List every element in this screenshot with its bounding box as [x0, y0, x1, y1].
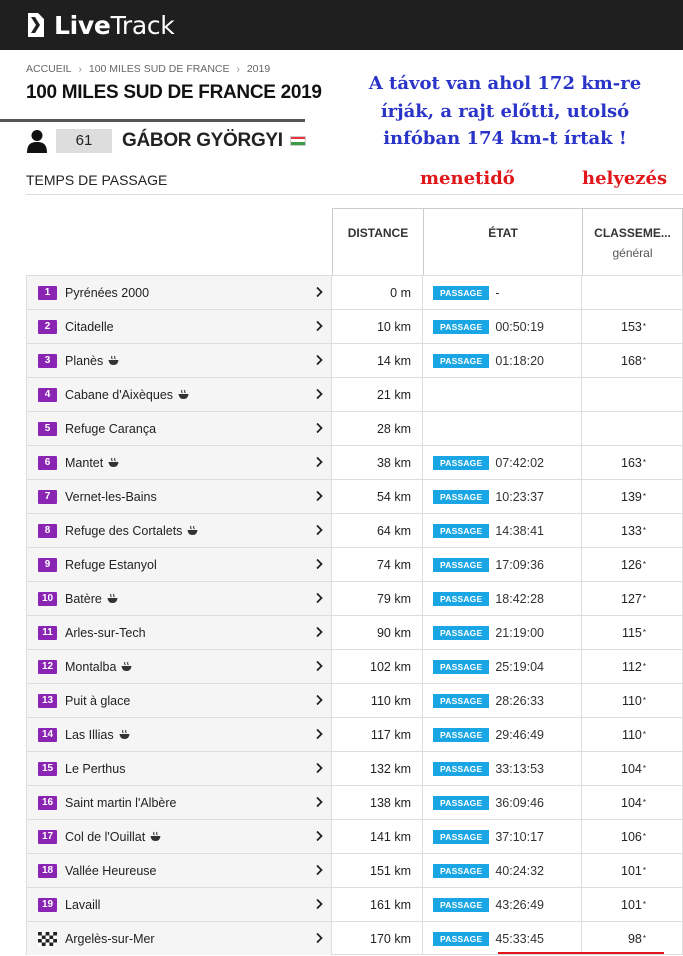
distance-cell — [332, 310, 423, 343]
refreshment-bowl-icon — [150, 831, 161, 842]
passage-badge: PASSAGE — [433, 796, 489, 810]
chevron-right-icon[interactable] — [315, 864, 323, 876]
checkpoint-name: Saint martin l'Albère — [65, 795, 177, 810]
checkpoint-name: Refuge des Cortalets — [65, 523, 183, 538]
etat-cell — [423, 888, 582, 921]
rank-suffix: * — [642, 934, 646, 943]
checkpoint-name: Montalba — [65, 659, 117, 674]
breadcrumb-year: 2019 — [246, 63, 271, 75]
etat-cell — [423, 684, 582, 717]
split-time: 17:09:36 — [495, 557, 545, 572]
checkpoint-cell[interactable] — [26, 718, 332, 751]
checkpoint-number: 10 — [38, 592, 57, 606]
checkpoint-number: 7 — [38, 490, 57, 504]
classement-cell — [582, 310, 683, 343]
checkpoint-name: Lavaill — [65, 897, 101, 912]
rank-suffix: * — [642, 492, 646, 501]
checkpoint-cell[interactable] — [26, 412, 332, 445]
checkpoint-name: Arles-sur-Tech — [65, 625, 146, 640]
breadcrumb-event[interactable]: 100 MILES SUD DE FRANCE — [88, 63, 230, 75]
rank-value: 133 — [621, 523, 642, 538]
split-time: - — [495, 285, 500, 300]
table-row[interactable] — [26, 853, 683, 887]
refreshment-bowl-icon — [178, 389, 189, 400]
split-time: 00:50:19 — [495, 319, 545, 334]
checkpoint-number: 17 — [38, 830, 57, 844]
rank-suffix: * — [642, 730, 646, 739]
split-time: 10:23:37 — [495, 489, 545, 504]
distance-cell — [332, 854, 423, 887]
distance-value: 28 km — [376, 421, 411, 436]
runner-header — [26, 128, 306, 153]
distance-cell — [332, 922, 423, 955]
distance-value: 161 km — [370, 897, 411, 912]
checkpoint-number: 5 — [38, 422, 57, 436]
table-row[interactable] — [26, 615, 683, 649]
distance-cell — [332, 752, 423, 785]
distance-cell — [332, 548, 423, 581]
distance-value: 74 km — [376, 557, 411, 572]
distance-cell — [332, 378, 423, 411]
classement-cell — [582, 616, 683, 649]
distance-cell — [332, 650, 423, 683]
title-divider — [0, 119, 305, 122]
bib-number: 61 — [56, 129, 112, 153]
checkpoint-cell[interactable] — [26, 922, 332, 955]
etat-cell — [423, 786, 582, 819]
table-row[interactable] — [26, 309, 683, 343]
logo-text: LiveTrack — [54, 10, 175, 40]
chevron-right-icon[interactable] — [315, 830, 323, 842]
passage-badge: PASSAGE — [433, 830, 489, 844]
checkpoint-number: 18 — [38, 864, 57, 878]
annotation-helyezes: helyezés — [582, 168, 668, 189]
table-body — [26, 275, 683, 955]
chevron-right-icon[interactable] — [315, 762, 323, 774]
rank-suffix: * — [642, 560, 646, 569]
rank-value: 98 — [627, 931, 642, 946]
checkpoint-number: 4 — [38, 388, 57, 402]
passage-badge: PASSAGE — [433, 524, 489, 538]
checkpoint-name: Las Illias — [65, 727, 114, 742]
chevron-right-icon[interactable] — [315, 388, 323, 400]
split-time: 37:10:17 — [495, 829, 545, 844]
passage-badge: PASSAGE — [433, 558, 489, 572]
checkpoint-number: 8 — [38, 524, 57, 538]
distance-value: 138 km — [370, 795, 411, 810]
checkpoint-name: Vallée Heureuse — [65, 863, 157, 878]
table-row[interactable] — [26, 819, 683, 853]
etat-cell — [423, 718, 582, 751]
checkpoint-number: 19 — [38, 898, 57, 912]
annotation-note-line: A távot van ahol 172 km-re — [368, 73, 642, 94]
checkpoint-cell[interactable] — [26, 310, 332, 343]
table-row[interactable] — [26, 513, 683, 547]
rank-value: 110 — [621, 727, 642, 742]
rank-value: 127 — [621, 591, 642, 606]
distance-cell — [332, 412, 423, 445]
distance-value: 117 km — [370, 727, 411, 742]
annotation-note-line: infóban 174 km-t írtak ! — [383, 128, 627, 149]
distance-cell — [332, 344, 423, 377]
column-header-distance[interactable] — [332, 208, 423, 275]
classement-cell — [582, 752, 683, 785]
classement-cell — [582, 922, 683, 955]
etat-cell — [423, 752, 582, 785]
column-header-classement[interactable] — [582, 208, 683, 275]
rank-value: 126 — [621, 557, 642, 572]
rank-suffix: * — [642, 526, 646, 535]
passage-badge: PASSAGE — [433, 626, 489, 640]
table-row[interactable] — [26, 683, 683, 717]
split-time: 25:19:04 — [495, 659, 545, 674]
column-header-etat[interactable] — [423, 208, 582, 275]
checkpoint-name: Mantet — [65, 455, 104, 470]
distance-value: 10 km — [376, 319, 411, 334]
etat-cell — [423, 616, 582, 649]
passage-badge: PASSAGE — [433, 694, 489, 708]
rank-value: 110 — [621, 693, 642, 708]
split-time: 33:13:53 — [495, 761, 545, 776]
etat-cell — [423, 412, 582, 445]
split-time: 29:46:49 — [495, 727, 545, 742]
passage-badge: PASSAGE — [433, 762, 489, 776]
distance-value: 38 km — [376, 455, 411, 470]
checkpoint-name: Citadelle — [65, 319, 114, 334]
rank-suffix: * — [642, 628, 646, 637]
checkpoint-name: Vernet-les-Bains — [65, 489, 157, 504]
logo[interactable] — [26, 10, 174, 40]
classement-cell — [582, 480, 683, 513]
checkpoint-number: 1 — [38, 286, 57, 300]
etat-cell — [423, 854, 582, 887]
etat-cell — [423, 582, 582, 615]
checkpoint-number: 13 — [38, 694, 57, 708]
checkpoint-number: 2 — [38, 320, 57, 334]
checkpoint-name: Refuge Carança — [65, 421, 157, 436]
checkpoint-cell[interactable] — [26, 514, 332, 547]
etat-cell — [423, 446, 582, 479]
distance-cell — [332, 888, 423, 921]
table-row[interactable] — [26, 717, 683, 751]
distance-value: 151 km — [370, 863, 411, 878]
distance-cell — [332, 582, 423, 615]
rank-value: 101 — [621, 897, 642, 912]
etat-cell — [423, 310, 582, 343]
rank-suffix: * — [642, 764, 646, 773]
breadcrumb-home[interactable]: ACCUEIL — [26, 63, 72, 75]
table-row[interactable] — [26, 411, 683, 445]
table-row[interactable] — [26, 275, 683, 309]
chevron-right-icon[interactable] — [315, 728, 323, 740]
checkpoint-name: Le Perthus — [65, 761, 126, 776]
classement-cell — [582, 684, 683, 717]
chevron-right-icon[interactable] — [315, 490, 323, 502]
etat-cell — [423, 650, 582, 683]
chevron-right-icon[interactable] — [315, 422, 323, 434]
checkpoint-number: 3 — [38, 354, 57, 368]
classement-cell — [582, 786, 683, 819]
etat-cell — [423, 820, 582, 853]
refreshment-bowl-icon — [108, 457, 119, 468]
rank-suffix: * — [642, 866, 646, 875]
classement-cell — [582, 718, 683, 751]
table-row[interactable] — [26, 479, 683, 513]
rank-suffix: * — [642, 458, 646, 467]
etat-cell — [423, 514, 582, 547]
checkpoint-cell[interactable] — [26, 786, 332, 819]
column-header-classement-label: CLASSEME... — [594, 226, 671, 240]
distance-value: 90 km — [376, 625, 411, 640]
refreshment-bowl-icon — [108, 355, 119, 366]
classement-cell — [582, 276, 683, 309]
annotation-note — [330, 70, 680, 153]
passage-badge: PASSAGE — [433, 864, 489, 878]
checkpoint-cell[interactable] — [26, 752, 332, 785]
chevron-right-icon[interactable] — [315, 694, 323, 706]
chevron-right-icon[interactable] — [315, 660, 323, 672]
hungary-flag-icon — [290, 136, 306, 146]
classement-cell — [582, 582, 683, 615]
split-time: 21:19:00 — [495, 625, 545, 640]
annotation-underline — [498, 952, 664, 954]
rank-value: 139 — [621, 489, 642, 504]
rank-suffix: * — [642, 322, 646, 331]
checkpoint-cell[interactable] — [26, 480, 332, 513]
checkpoint-name: Argelès-sur-Mer — [65, 931, 155, 946]
distance-value: 14 km — [376, 353, 411, 368]
distance-cell — [332, 820, 423, 853]
checkpoint-cell[interactable] — [26, 582, 332, 615]
distance-value: 170 km — [370, 931, 411, 946]
distance-value: 102 km — [370, 659, 411, 674]
passage-badge: PASSAGE — [433, 728, 489, 742]
distance-cell — [332, 446, 423, 479]
section-divider — [26, 194, 683, 195]
classement-cell — [582, 548, 683, 581]
rank-suffix: * — [642, 900, 646, 909]
rank-value: 168 — [621, 353, 642, 368]
checkpoint-cell[interactable] — [26, 344, 332, 377]
distance-cell — [332, 276, 423, 309]
passage-badge: PASSAGE — [433, 932, 489, 946]
runner-name: GÁBOR GYÖRGYI — [122, 129, 283, 151]
passage-badge: PASSAGE — [433, 354, 489, 368]
distance-value: 132 km — [370, 761, 411, 776]
checkered-flag-icon — [38, 932, 57, 946]
table-row[interactable] — [26, 581, 683, 615]
checkpoint-name: Batère — [65, 591, 102, 606]
split-time: 28:26:33 — [495, 693, 545, 708]
rank-suffix: * — [642, 594, 646, 603]
table-row[interactable] — [26, 547, 683, 581]
checkpoint-name: Puit à glace — [65, 693, 131, 708]
etat-cell — [423, 548, 582, 581]
table-header — [26, 208, 683, 275]
table-row[interactable] — [26, 377, 683, 411]
rank-suffix: * — [642, 662, 646, 671]
split-time: 43:26:49 — [495, 897, 545, 912]
top-bar — [0, 0, 683, 50]
chevron-right-icon[interactable] — [315, 558, 323, 570]
etat-cell — [423, 922, 582, 955]
passage-badge: PASSAGE — [433, 320, 489, 334]
table-row[interactable] — [26, 785, 683, 819]
chevron-right-icon[interactable] — [315, 286, 323, 298]
rank-suffix: * — [642, 798, 646, 807]
refreshment-bowl-icon — [107, 593, 118, 604]
checkpoint-number: 16 — [38, 796, 57, 810]
passage-badge: PASSAGE — [433, 898, 489, 912]
classement-cell — [582, 412, 683, 445]
classement-cell — [582, 344, 683, 377]
rank-value: 106 — [621, 829, 642, 844]
chevron-right-icon[interactable] — [315, 524, 323, 536]
passage-badge: PASSAGE — [433, 490, 489, 504]
distance-cell — [332, 616, 423, 649]
split-time: 18:42:28 — [495, 591, 545, 606]
checkpoint-number: 14 — [38, 728, 57, 742]
breadcrumb-separator-icon: › — [236, 63, 240, 75]
rank-value: 153 — [621, 319, 642, 334]
split-time: 07:42:02 — [495, 455, 545, 470]
classement-cell — [582, 378, 683, 411]
distance-cell — [332, 684, 423, 717]
rank-suffix: * — [642, 696, 646, 705]
chevron-right-icon[interactable] — [315, 898, 323, 910]
distance-value: 110 km — [370, 693, 411, 708]
person-icon — [26, 129, 48, 153]
breadcrumb-separator-icon: › — [78, 63, 82, 75]
chevron-right-icon[interactable] — [315, 354, 323, 366]
passage-badge: PASSAGE — [433, 286, 489, 300]
chevron-right-icon[interactable] — [315, 626, 323, 638]
checkpoint-number: 9 — [38, 558, 57, 572]
rank-value: 104 — [621, 795, 642, 810]
distance-value: 21 km — [376, 387, 411, 402]
table-row[interactable] — [26, 343, 683, 377]
checkpoint-cell[interactable] — [26, 650, 332, 683]
distance-value: 79 km — [376, 591, 411, 606]
split-time: 40:24:32 — [495, 863, 545, 878]
checkpoint-cell[interactable] — [26, 616, 332, 649]
classement-cell — [582, 650, 683, 683]
passage-badge: PASSAGE — [433, 592, 489, 606]
checkpoint-name: Cabane d'Aixèques — [65, 387, 174, 402]
checkpoint-name: Col de l'Ouillat — [65, 829, 146, 844]
rank-value: 101 — [621, 863, 642, 878]
livetrack-logo-icon — [26, 11, 46, 39]
refreshment-bowl-icon — [119, 729, 130, 740]
table-row[interactable] — [26, 921, 683, 955]
table-row[interactable] — [26, 649, 683, 683]
distance-cell — [332, 514, 423, 547]
page-title: 100 MILES SUD DE FRANCE 2019 — [26, 82, 322, 103]
annotation-menetido: menetidő — [420, 168, 515, 189]
distance-value: 0 m — [390, 285, 411, 300]
distance-cell — [332, 786, 423, 819]
classement-cell — [582, 888, 683, 921]
rank-value: 112 — [621, 659, 642, 674]
checkpoint-cell[interactable] — [26, 888, 332, 921]
passage-badge: PASSAGE — [433, 456, 489, 470]
split-time: 36:09:46 — [495, 795, 545, 810]
checkpoint-name: Pyrénées 2000 — [65, 285, 150, 300]
table-row[interactable] — [26, 887, 683, 921]
passage-badge: PASSAGE — [433, 660, 489, 674]
chevron-right-icon[interactable] — [315, 592, 323, 604]
checkpoint-name: Planès — [65, 353, 104, 368]
distance-cell — [332, 480, 423, 513]
distance-value: 54 km — [376, 489, 411, 504]
section-title: TEMPS DE PASSAGE — [26, 172, 168, 188]
distance-value: 141 km — [370, 829, 411, 844]
table-row[interactable] — [26, 751, 683, 785]
rank-value: 163 — [621, 455, 642, 470]
rank-value: 115 — [621, 625, 642, 640]
chevron-right-icon[interactable] — [315, 320, 323, 332]
checkpoint-cell[interactable] — [26, 684, 332, 717]
etat-cell — [423, 480, 582, 513]
checkpoint-cell[interactable] — [26, 854, 332, 887]
column-header-etat-label: ÉTAT — [488, 226, 518, 240]
distance-value: 64 km — [376, 523, 411, 538]
checkpoint-number: 11 — [38, 626, 57, 640]
annotation-note-line: írják, a rajt előtti, utolsó — [380, 100, 630, 122]
split-time: 14:38:41 — [495, 523, 545, 538]
chevron-right-icon[interactable] — [315, 796, 323, 808]
rank-value: 104 — [621, 761, 642, 776]
checkpoint-number: 15 — [38, 762, 57, 776]
classement-cell — [582, 820, 683, 853]
checkpoint-number: 12 — [38, 660, 57, 674]
refreshment-bowl-icon — [187, 525, 198, 536]
checkpoint-number: 6 — [38, 456, 57, 470]
checkpoint-cell[interactable] — [26, 378, 332, 411]
classement-cell — [582, 514, 683, 547]
chevron-right-icon[interactable] — [315, 456, 323, 468]
column-header-distance-label: DISTANCE — [347, 226, 409, 240]
splits-table — [26, 208, 683, 955]
classement-cell — [582, 854, 683, 887]
table-row[interactable] — [26, 445, 683, 479]
distance-cell — [332, 718, 423, 751]
breadcrumb — [26, 63, 270, 75]
checkpoint-cell[interactable] — [26, 820, 332, 853]
etat-cell — [423, 276, 582, 309]
rank-suffix: * — [642, 832, 646, 841]
checkpoint-cell[interactable] — [26, 548, 332, 581]
column-header-classement-sub: général — [612, 246, 653, 260]
split-time: 01:18:20 — [495, 353, 545, 368]
split-time: 45:33:45 — [495, 931, 545, 946]
classement-cell — [582, 446, 683, 479]
etat-cell — [423, 344, 582, 377]
rank-suffix: * — [642, 356, 646, 365]
checkpoint-cell[interactable] — [26, 276, 332, 309]
refreshment-bowl-icon — [121, 661, 132, 672]
checkpoint-cell[interactable] — [26, 446, 332, 479]
chevron-right-icon[interactable] — [315, 932, 323, 944]
etat-cell — [423, 378, 582, 411]
checkpoint-name: Refuge Estanyol — [65, 557, 157, 572]
